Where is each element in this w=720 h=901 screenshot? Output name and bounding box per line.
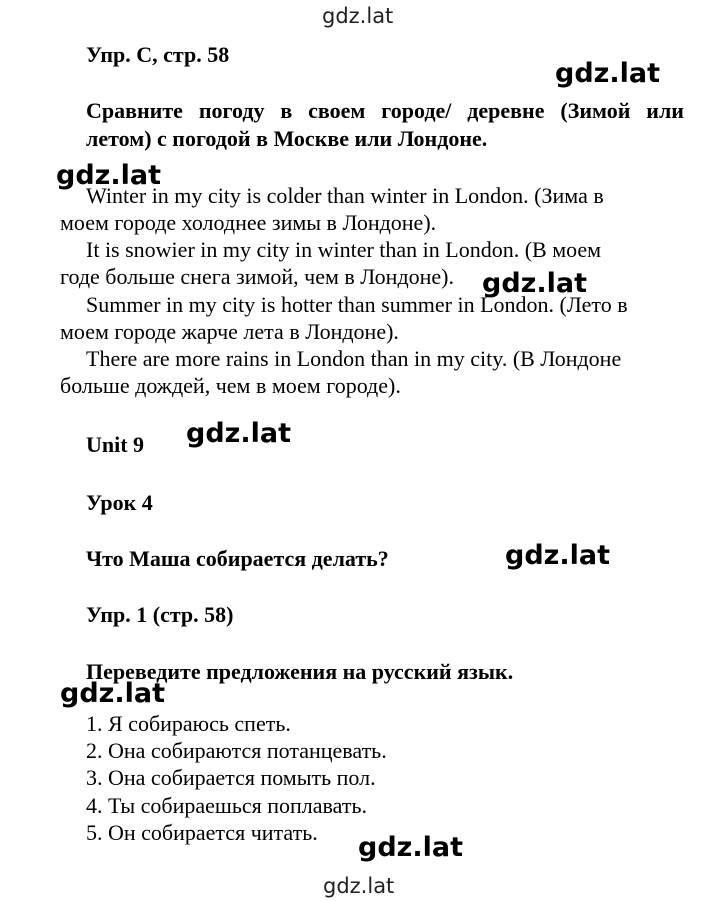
unit-heading: Unit 9 <box>86 432 145 457</box>
watermark-top: gdz.lat <box>322 4 394 28</box>
lesson-heading: Урок 4 <box>86 490 153 515</box>
exercise-1-title: Упр. 1 (стр. 58) <box>86 602 234 627</box>
answer-line: моем городе жарче лета в Лондоне). <box>60 319 399 344</box>
answer-line: больше дождей, чем в моем городе). <box>60 373 401 398</box>
list-item: 2. Она собираются потанцевать. <box>86 738 387 763</box>
list-item: 1. Я собираюсь спеть. <box>86 711 291 736</box>
answer-line: Summer in my city is hotter than summer in London. (Лето в <box>86 292 628 317</box>
watermark: gdz.lat <box>60 678 166 709</box>
watermark: gdz.lat <box>555 58 661 89</box>
answer-line: годе больше снега зимой, чем в Лондоне). <box>60 264 455 289</box>
watermark: gdz.lat <box>186 418 292 449</box>
answer-line: Winter in my city is colder than winter in London. (Зима в <box>86 183 604 208</box>
exercise-1-task: Переведите предложения на русский язык. <box>86 659 514 684</box>
watermark: gdz.lat <box>56 160 162 191</box>
answer-line: It is snowier in my city in winter than in London. (В моем <box>86 237 602 262</box>
list-item: 3. Она собирается помыть пол. <box>86 765 376 790</box>
answer-line: There are more rains in London than in my city. (В Лондоне <box>86 346 622 371</box>
watermark: gdz.lat <box>505 540 611 571</box>
exercise-c-title: Упр. C, стр. 58 <box>86 42 230 67</box>
exercise-c-task: летом) с погодой в Москве или Лондоне. <box>86 126 488 151</box>
list-item: 5. Он собирается читать. <box>86 820 318 845</box>
list-item: 4. Ты собираешься поплавать. <box>86 793 367 818</box>
watermark: gdz.lat <box>358 832 464 863</box>
lesson-title: Что Маша собирается делать? <box>86 546 389 571</box>
watermark-bottom: gdz.lat <box>323 874 395 898</box>
watermark: gdz.lat <box>482 268 588 299</box>
answer-line: моем городе холоднее зимы в Лондоне). <box>60 210 437 235</box>
exercise-c-task: Сравните погоду в своем городе/ деревне (Зимой или <box>86 98 684 123</box>
